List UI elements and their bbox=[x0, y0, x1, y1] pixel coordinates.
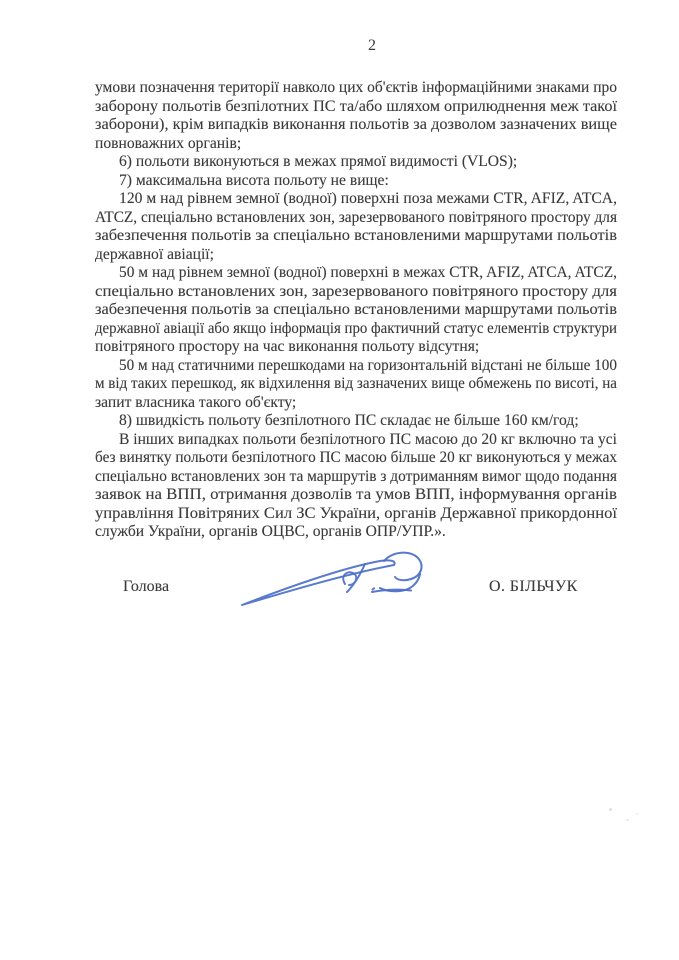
text-line: 7) максимальна висота польоту не вище: bbox=[119, 171, 389, 189]
scan-noise-speck bbox=[636, 813, 638, 815]
text-line: спеціально встановлених зон, зарезервованого повітряного простору для bbox=[95, 282, 617, 300]
text-line: повітряного простору на час виконання польоту відсутня; bbox=[95, 338, 480, 355]
text-line: державної авіації; bbox=[95, 245, 214, 263]
text-line: заборону польотів безпілотних ПС та/або шляхом оприлюднення меж такої bbox=[95, 97, 617, 115]
scan-noise-speck bbox=[626, 819, 629, 821]
text-line: ATCZ, спеціально встановлених зон, зарезервованого повітряного простору для bbox=[95, 208, 617, 226]
text-line: забезпечення польотів за спеціально встановленими маршрутами польотів bbox=[95, 227, 617, 244]
text-line: запит власника такого об'єкту; bbox=[95, 393, 297, 411]
page-number: 2 bbox=[368, 37, 376, 54]
text-line: державної авіації або якщо інформація про фактичний статус елементів структури bbox=[95, 319, 617, 337]
text-line: 8) швидкість польоту безпілотного ПС складає не більше 160 км/год; bbox=[119, 412, 579, 429]
document-body bbox=[95, 79, 617, 542]
signature-title: Голова bbox=[123, 578, 170, 595]
text-line: умови позначення території навколо цих об'єктів інформаційними знаками про bbox=[95, 79, 617, 96]
signature-ink bbox=[234, 548, 436, 612]
text-line: 50 м над рівнем земної (водної) поверхні в межах CTR, AFIZ, ATCA, ATCZ, bbox=[119, 264, 617, 281]
text-line: м від таких перешкод, як відхилення від зазначених вище обмежень по висоті, на bbox=[95, 375, 617, 392]
text-line: В інших випадках польоти безпілотного ПС масою до 20 кг включно та усі bbox=[119, 430, 617, 448]
text-line: заборони), крім випадків виконання польотів за дозволом зазначених вище bbox=[95, 116, 617, 133]
text-line: повноважних органів; bbox=[95, 134, 242, 152]
text-line: служби України, органів ОЦВС, органів ОПР/УПР.». bbox=[95, 523, 446, 540]
text-line: 50 м над статичними перешкодами на горизонтальній відстані не більше 100 bbox=[119, 356, 617, 374]
scan-noise-speck bbox=[609, 808, 612, 811]
text-line: 120 м над рівнем земної (водної) поверхні поза межами CTR, AFIZ, ATCA, bbox=[119, 190, 617, 207]
text-line: управління Повітряних Сил ЗС України, органів Державної прикордонної bbox=[95, 504, 617, 522]
text-line: спеціально встановлених зон та маршрутів з дотриманням вимог щодо подання bbox=[95, 467, 617, 485]
text-line: 6) польоти виконуються в межах прямої видимості (VLOS); bbox=[119, 153, 518, 170]
text-line: забезпечення польотів за спеціально встановленими маршрутами польотів bbox=[95, 301, 617, 318]
text-line: заявок на ВПП, отримання дозволів та умов ВПП, інформування органів bbox=[95, 486, 617, 503]
text-line: без винятку польоти безпілотного ПС масою більше 20 кг виконуються у межах bbox=[95, 449, 617, 466]
signatory-name: О. БІЛЬЧУК bbox=[489, 578, 578, 595]
